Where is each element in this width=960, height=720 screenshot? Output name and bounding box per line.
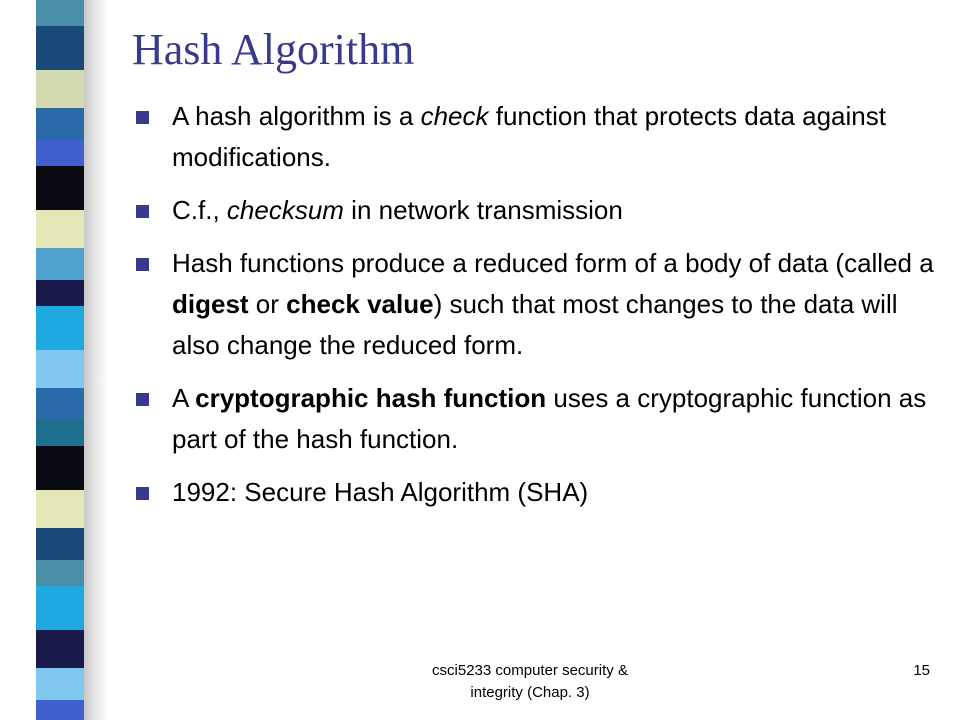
text-run: in network transmission: [343, 195, 623, 225]
text-run: A: [172, 383, 196, 413]
stripe-block: [36, 420, 84, 446]
stripe-block: [36, 248, 84, 280]
bold-term: cryptographic hash function: [195, 383, 547, 413]
page-number: 15: [913, 662, 930, 679]
stripe-block: [36, 140, 84, 166]
stripe-block: [36, 586, 84, 630]
text-run: A hash algorithm is a: [172, 101, 421, 131]
bullet-item: [134, 472, 934, 513]
footer-course-info: [380, 660, 680, 704]
bullet-item: [134, 378, 934, 460]
bullet-text: [172, 383, 926, 454]
bullet-text: [172, 248, 934, 360]
stripe-block: [36, 528, 84, 560]
text-run: function that protects data against modifications.: [172, 101, 886, 172]
footer-line: integrity (Chap. 3): [470, 684, 590, 701]
bullet-square-icon: [136, 487, 149, 500]
bullet-text: [172, 477, 588, 507]
bullet-square-icon: [136, 393, 149, 406]
stripe-block: [36, 388, 84, 420]
bold-term: digest: [172, 289, 249, 319]
bullet-square-icon: [136, 258, 149, 271]
stripe-block: [36, 700, 84, 720]
stripe-block: [36, 210, 84, 248]
stripe-block: [36, 26, 84, 70]
stripe-block: [36, 0, 84, 26]
bullet-item: [134, 243, 934, 366]
stripe-block: [36, 446, 84, 490]
text-run: uses a cryptographic function as part of the hash function.: [172, 383, 927, 454]
bullet-text: [172, 195, 623, 225]
stripe-block: [36, 108, 84, 140]
text-run: 1992: Secure Hash Algorithm (SHA): [172, 477, 589, 507]
stripe-block: [36, 350, 84, 388]
bullet-list: [134, 96, 934, 525]
stripe-block: [36, 166, 84, 210]
bullet-square-icon: [136, 205, 149, 218]
bullet-text: [172, 101, 886, 172]
stripe-block: [36, 490, 84, 528]
bullet-square-icon: [136, 111, 149, 124]
stripe-block: [36, 280, 84, 306]
bold-term: check value: [286, 289, 434, 319]
stripe-block: [36, 70, 84, 108]
decorative-color-stripe: [36, 0, 84, 720]
italic-term: checksum: [226, 195, 344, 225]
text-run: or: [248, 289, 287, 319]
text-run: C.f.,: [172, 195, 227, 225]
text-run: ) such that most changes to the data will also change the reduced form.: [172, 289, 898, 360]
bullet-item: [134, 96, 934, 178]
stripe-block: [36, 630, 84, 668]
bullet-item: [134, 190, 934, 231]
text-run: Hash functions produce a reduced form of a body of data (called a: [172, 248, 934, 278]
stripe-shadow-edge: [84, 0, 108, 720]
stripe-block: [36, 560, 84, 586]
stripe-block: [36, 668, 84, 700]
italic-term: check: [420, 101, 489, 131]
slide-title: Hash Algorithm: [132, 25, 415, 74]
footer-line: csci5233 computer security &: [432, 662, 628, 679]
stripe-block: [36, 306, 84, 350]
